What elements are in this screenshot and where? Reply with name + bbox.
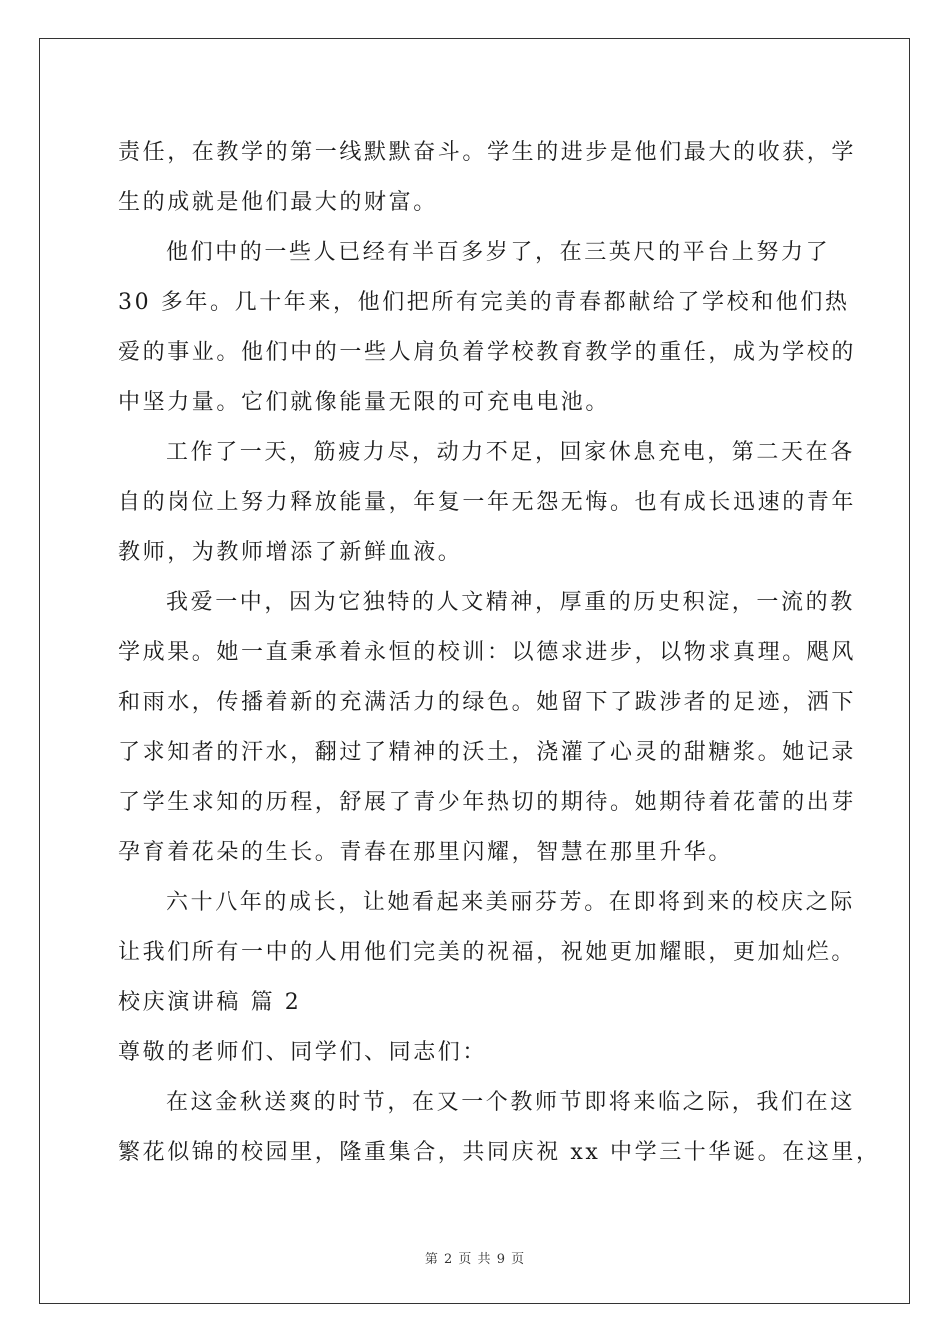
text-line: 自的岗位上努力释放能量，年复一年无怨无悔。也有成长迅速的青年: [118, 490, 857, 515]
section-heading: 校庆演讲稿 篇 2: [118, 990, 302, 1015]
text-line: 30 多年。几十年来，他们把所有完美的青春都献给了学校和他们热: [118, 290, 850, 315]
text-line: 教师，为教师增添了新鲜血液。: [118, 540, 463, 565]
text-line: 和雨水，传播着新的充满活力的绿色。她留下了跋涉者的足迹，洒下: [118, 690, 857, 715]
text-line: 在这金秋送爽的时节，在又一个教师节即将来临之际，我们在这: [166, 1090, 855, 1115]
page-number-footer: 第 2 页 共 9 页: [424, 1252, 526, 1267]
text-line: 责任，在教学的第一线默默奋斗。学生的进步是他们最大的收获，学: [118, 140, 857, 165]
text-line: 孕育着花朵的生长。青春在那里闪耀，智慧在那里升华。: [118, 840, 734, 865]
text-line: 六十八年的成长，让她看起来美丽芬芳。在即将到来的校庆之际: [166, 890, 855, 915]
text-line: 让我们所有一中的人用他们完美的祝福，祝她更加耀眼，更加灿烂。: [118, 940, 857, 965]
text-line: 爱的事业。他们中的一些人肩负着学校教育教学的重任，成为学校的: [118, 340, 857, 365]
salutation: 尊敬的老师们、同学们、同志们：: [118, 1040, 488, 1065]
text-line: 生的成就是他们最大的财富。: [118, 190, 438, 215]
text-line: 了学生求知的历程，舒展了青少年热切的期待。她期待着花蕾的出芽: [118, 790, 857, 815]
text-line: 了求知者的汗水，翻过了精神的沃土，浇灌了心灵的甜糖浆。她记录: [118, 740, 857, 765]
text-line: 工作了一天，筋疲力尽，动力不足，回家休息充电，第二天在各: [166, 440, 855, 465]
text-line: 他们中的一些人已经有半百多岁了，在三英尺的平台上努力了: [166, 240, 831, 265]
document-body: [118, 128, 881, 1178]
text-line: 繁花似锦的校园里，隆重集合，共同庆祝 xx 中学三十华诞。在这里，: [118, 1140, 881, 1165]
text-line: 学成果。她一直秉承着永恒的校训：以德求进步，以物求真理。飓风: [118, 640, 857, 665]
text-line: 我爱一中，因为它独特的人文精神，厚重的历史积淀，一流的教: [166, 590, 855, 615]
text-line: 中坚力量。它们就像能量无限的可充电电池。: [118, 390, 611, 415]
